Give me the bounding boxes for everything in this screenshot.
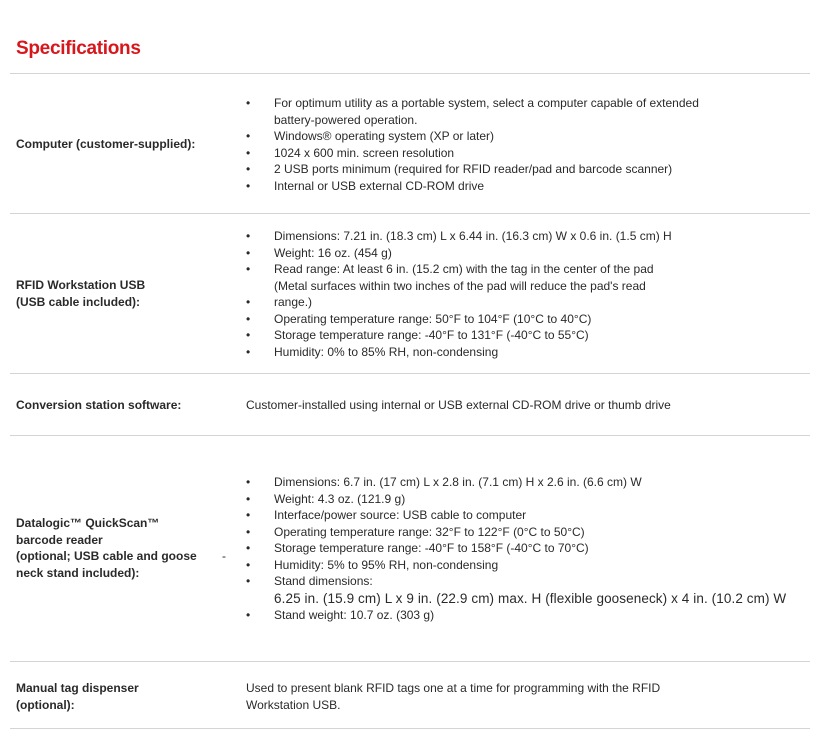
list-item: • Windows® operating system (XP or later) <box>246 129 495 143</box>
divider <box>10 213 810 214</box>
divider <box>10 435 810 436</box>
list-item: • 2 USB ports minimum (required for RFID reader/pad and barcode scanner) <box>246 162 673 176</box>
spec-label-computer: Computer (customer-supplied): <box>16 137 196 151</box>
page-title: Specifications <box>16 38 141 59</box>
spec-label-tag-dispenser: Manual tag dispenser (optional): <box>16 681 139 712</box>
list-item: • Stand dimensions: 6.25 in. (15.9 cm) L x 9 in. (22.9 cm) max. H (flexible gooseneck) x 4 in. (10.2 cm) W <box>246 574 787 606</box>
list-item: • Dimensions: 6.7 in. (17 cm) L x 2.8 in. (7.1 cm) H x 2.6 in. (6.6 cm) W <box>246 475 642 489</box>
divider <box>10 728 810 729</box>
spec-label-conversion-software: Conversion station software: <box>16 398 182 412</box>
list-item: • Internal or USB external CD-ROM drive <box>246 178 485 193</box>
divider <box>10 73 810 74</box>
spec-label-barcode-reader: Datalogic™ QuickScan™ barcode reader (optional; USB cable and goose neck stand included): <box>16 516 197 580</box>
spec-list-computer <box>244 95 699 194</box>
list-item: • Read range: At least 6 in. (15.2 cm) with the tag in the center of the pad (Metal surfaces within two inches of the pad will reduce the pad's read <box>246 262 654 293</box>
list-item: • 1024 x 600 min. screen resolution <box>246 145 455 160</box>
spec-list-barcode-reader <box>244 474 786 624</box>
dash-mark: - <box>222 549 226 563</box>
stand-dimensions-detail: 6.25 in. (15.9 cm) L x 9 in. (22.9 cm) max. H (flexible gooseneck) x 4 in. (10.2 cm) W <box>274 590 787 606</box>
list-item: • Humidity: 5% to 95% RH, non-condensing <box>246 557 499 572</box>
spec-list-rfid-workstation <box>244 228 672 360</box>
list-item: • range.) <box>246 295 313 309</box>
spec-text-tag-dispenser: Used to present blank RFID tags one at a time for programming with the RFID Workstation USB. <box>246 681 661 712</box>
spec-label-rfid-workstation: RFID Workstation USB (USB cable included): <box>16 278 146 309</box>
list-item: • Operating temperature range: 32°F to 122°F (0°C to 50°C) <box>246 524 585 539</box>
list-item: • Weight: 16 oz. (454 g) <box>246 245 392 260</box>
list-item: • Interface/power source: USB cable to computer <box>246 508 527 522</box>
list-item: • Humidity: 0% to 85% RH, non-condensing <box>246 344 499 359</box>
list-item: • Dimensions: 7.21 in. (18.3 cm) L x 6.44 in. (16.3 cm) W x 0.6 in. (1.5 cm) H <box>246 229 672 243</box>
list-item: • Storage temperature range: -40°F to 158°F (-40°C to 70°C) <box>246 541 589 555</box>
list-item: • Storage temperature range: -40°F to 131°F (-40°C to 55°C) <box>246 328 589 342</box>
list-item: • Weight: 4.3 oz. (121.9 g) <box>246 491 406 506</box>
divider <box>10 373 810 374</box>
spec-text-conversion-software: Customer-installed using internal or USB external CD-ROM drive or thumb drive <box>246 398 671 412</box>
list-item: • Stand weight: 10.7 oz. (303 g) <box>246 608 435 622</box>
list-item: • Operating temperature range: 50°F to 104°F (10°C to 40°C) <box>246 311 592 326</box>
list-item: • For optimum utility as a portable system, select a computer capable of extended battery-powered operation. <box>246 96 699 127</box>
divider <box>10 661 810 662</box>
